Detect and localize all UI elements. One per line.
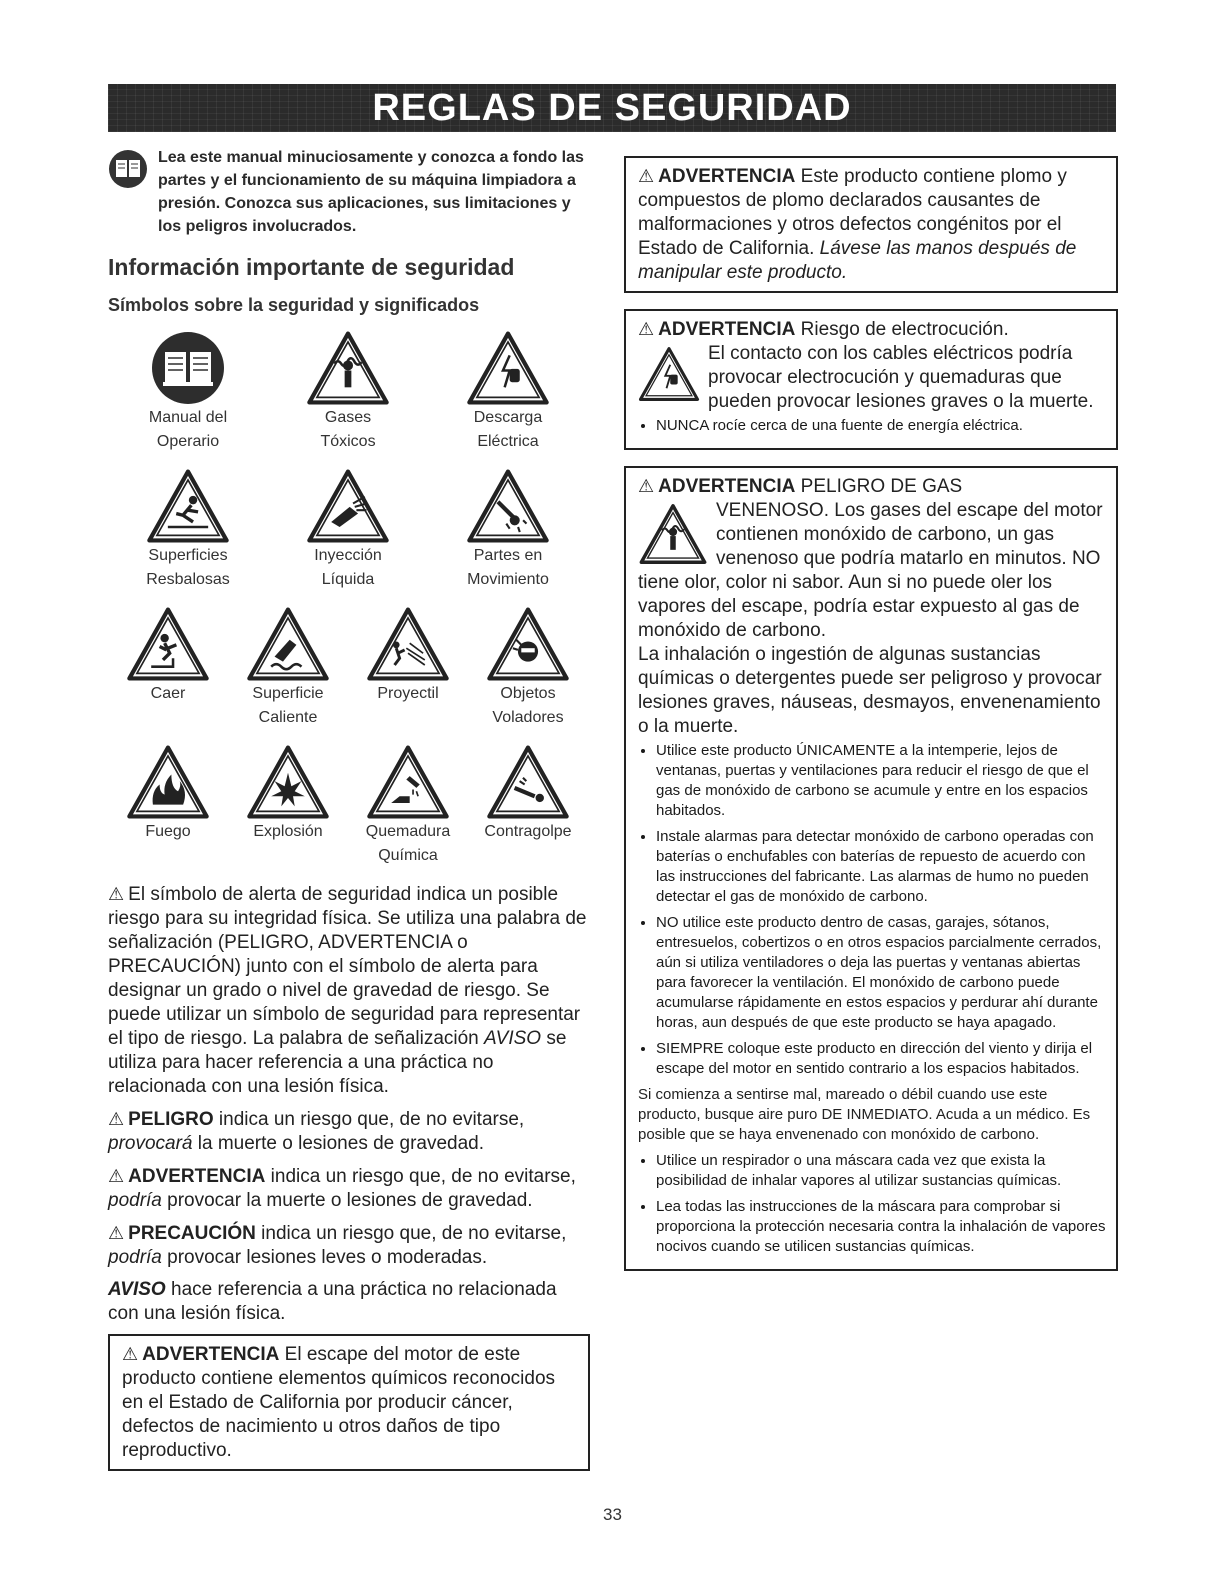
moving-parts-icon	[466, 468, 550, 544]
alert-symbol-paragraph: ⚠ El símbolo de alerta de seguridad indica un posible riesgo para su integridad física. Se utiliza una palabra de señalización (PELIGRO, ADVERTENCIA o PRECAUCIÓN) junto con el símbolo de alerta para designar un grado o nivel de gravedad de riesgo. Se puede utilizar un símbolo de seguridad para representar el tipo de riesgo. La palabra de señalización AVISO se utiliza para hacer referencia a una práctica no relacionada con una lesión física.	[108, 884, 587, 1097]
gas-text-1: VENENOSO. Los gases del escape del motor contienen monóxido de carbono, un gas venenoso que podría matarlo en minutos. NO tiene olor, color ni sabor. Aun si no puede oler los vapores del escape, podría estar expuesto al gas de monóxido de carbono.	[638, 500, 1103, 641]
symbol-projectile	[348, 606, 468, 730]
symbols-row-3	[108, 606, 590, 730]
intro-block	[108, 146, 590, 238]
alert-triangle-icon: ⚠	[122, 1344, 139, 1364]
symbol-flying-objects	[468, 606, 588, 730]
list-item: • SIEMPRE coloque este producto en dirección del viento y dirija el escape del motor en sentido contrario a los espacios habitados.	[656, 1039, 1106, 1079]
book-icon	[150, 330, 226, 406]
gas-bullets-1	[638, 741, 1106, 1079]
symbol-label: Quemadura Química	[365, 823, 451, 864]
symbol-label: Objetos Voladores	[492, 685, 564, 726]
list-item: • Utilice un respirador o una máscara cada vez que exista la posibilidad de inhalar vapores al utilizar sustancias químicas.	[656, 1151, 1106, 1191]
symbol-label: Proyectil	[377, 685, 439, 702]
toxic-gas-icon	[306, 330, 390, 406]
symbol-label: Inyección Líquida	[314, 547, 382, 588]
symbols-row-4	[108, 744, 590, 868]
symbol-operator-manual	[108, 330, 268, 454]
symbol-label: Contragolpe	[484, 823, 572, 840]
list-item: • Utilice este producto ÚNICAMENTE a la intemperie, lejos de ventanas, puertas y ventilaciones para reducir el riesgo de que el gas de monóxido de carbono se acumule y entre en los espacios habitados.	[656, 741, 1106, 821]
chemical-burn-icon	[366, 744, 450, 820]
alert-triangle-icon: ⚠	[638, 319, 655, 339]
symbol-slippery-surface	[108, 468, 268, 592]
alert-triangle-icon: ⚠	[638, 476, 655, 496]
symbol-hot-surface	[228, 606, 348, 730]
section-title: Información importante de seguridad	[108, 254, 515, 280]
symbol-label: Gases Tóxicos	[320, 409, 376, 450]
left-column	[108, 146, 590, 1487]
symbols-row-2	[108, 468, 590, 592]
list-item: • Lea todas las instrucciones de la máscara para comprobar si proporciona la protección necesaria contra la inhalación de vapores nocivos cuando se utilicen sustancias químicas.	[656, 1197, 1106, 1257]
symbol-fire	[108, 744, 228, 868]
symbol-fall	[108, 606, 228, 730]
peligro-definition: ⚠ PELIGRO indica un riesgo que, de no evitarse, provocará la muerte o lesiones de gravedad.	[108, 1109, 525, 1154]
toxic-gas-icon	[638, 503, 708, 565]
kickback-icon	[486, 744, 570, 820]
fire-icon	[126, 744, 210, 820]
advertencia-definition: ⚠ ADVERTENCIA indica un riesgo que, de no evitarse, podría provocar la muerte o lesiones de gravedad.	[108, 1166, 576, 1211]
page-banner: REGLAS DE SEGURIDAD	[108, 84, 1116, 132]
gas-text-2: La inhalación o ingestión de algunas sustancias químicas o detergentes puede ser peligroso y provocar lesiones graves, náuseas, desmayos, envenenamiento o la muerte.	[638, 644, 1102, 737]
list-item: • Instale alarmas para detectar monóxido de carbono operadas con baterías o enchufables con baterías de repuesto de acuerdo con las instrucciones del fabricante. Las alarmas de humo no pueden detectar el gas de monóxido de carbono.	[656, 827, 1106, 907]
hot-surface-icon	[246, 606, 330, 682]
aviso-definition: AVISO hace referencia a una práctica no relacionada con una lesión física.	[108, 1279, 557, 1324]
symbol-label: Fuego	[145, 823, 191, 840]
warning-box-electrocution: ⚠ ADVERTENCIA Riesgo de electrocución. El contacto con los cables eléctricos podría provocar electrocución y quemaduras que pueden provocar lesiones graves o la muerte. • NUNCA rocíe cerca de una fuente de energía eléctrica.	[624, 309, 1118, 450]
alert-triangle-icon: ⚠	[108, 1166, 125, 1186]
symbols-row-1	[108, 330, 590, 454]
symbol-toxic-gas	[268, 330, 428, 454]
explosion-icon	[246, 744, 330, 820]
electric-shock-icon	[638, 346, 700, 402]
page-number: 33	[603, 1505, 622, 1524]
symbol-label: Partes en Movimiento	[467, 547, 549, 588]
symbol-explosion	[228, 744, 348, 868]
alert-triangle-icon: ⚠	[108, 1223, 125, 1243]
electrocution-text: El contacto con los cables eléctricos podría provocar electrocución y quemaduras que pueden provocar lesiones graves o la muerte.	[708, 343, 1094, 412]
subsection-title: Símbolos sobre la seguridad y significados	[108, 295, 480, 315]
manual-book-icon	[108, 149, 148, 189]
gas-bullets-2	[638, 1151, 1106, 1257]
flying-objects-icon	[486, 606, 570, 682]
symbol-label: Manual del Operario	[148, 409, 228, 450]
precaucion-definition: ⚠ PRECAUCIÓN indica un riesgo que, de no evitarse, podría provocar lesiones leves o moderadas.	[108, 1223, 567, 1268]
list-item: • NO utilice este producto dentro de casas, garajes, sótanos, entresuelos, cobertizos o en otros espacios parcialmente cerrados, aún si utiliza ventiladores o deja las puertas y ventanas abiertas para favorecer la ventilación. El monóxido de carbono puede acumularse rápidamente en estos espacios y perdurar ahí durante horas, aun después de que este producto se haya apagado.	[656, 913, 1106, 1033]
alert-triangle-icon: ⚠	[638, 166, 655, 186]
alert-triangle-icon: ⚠	[108, 1109, 125, 1129]
symbol-electric-shock	[428, 330, 588, 454]
fall-icon	[126, 606, 210, 682]
symbol-label: Caer	[150, 685, 186, 702]
symbol-label: Explosión	[253, 823, 323, 840]
warning-box-lead: ⚠ ADVERTENCIA Este producto contiene plomo y compuestos de plomo declarados causantes de malformaciones y otros defectos congénitos por el Estado de California. Lávese las manos después de manipular este producto.	[624, 156, 1118, 293]
alert-triangle-icon: ⚠	[108, 884, 125, 904]
warning-box-gas: ⚠ ADVERTENCIA PELIGRO DE GAS VENENOSO. Los gases del escape del motor contienen monóxido de carbono, un gas venenoso que podría matarlo en minutos. NO tiene olor, color ni sabor. Aun si no puede oler los vapores del escape, podría estar expuesto al gas de monóxido de carbono. La inhalación o ingestión de algunas sustancias químicas o detergentes puede ser peligroso y provocar lesiones graves, náuseas, desmayos, envenenamiento o la muerte. • Utilice este producto ÚNICAMENTE a la intemperie, lejos de ventanas, puertas y ventilaciones para reducir el riesgo de que el gas de monóxido de carbono se acumule y entre en los espacios habitados. • Instale alarmas para detectar monóxido de carbono operadas con baterías o enchufables con baterías de repuesto de acuerdo con las instrucciones del fabricante. Las alarmas de humo no pueden detectar el gas de monóxido de carbono. • NO utilice este producto dentro de casas, garajes, sótanos, entresuelos, cobertizos o en otros espacios parcialmente cerrados, aún si utiliza ventiladores o deja las puertas y ventanas abiertas para favorecer la ventilación. El monóxido de carbono puede acumularse rápidamente en estos espacios y perdurar ahí durante horas, aun después de que este producto se haya apagado. • SIEMPRE coloque este producto en dirección del viento y dirija el escape del motor en sentido contrario a los espacios habitados. Si comienza a sentirse mal, mareado o débil cuando use este producto, busque aire puro DE INMEDIATO. Acuda a un médico. Es posible que se haya envenenado con monóxido de carbono. • Utilice un respirador o una máscara cada vez que exista la posibilidad de inhalar vapores al utilizar sustancias químicas. • Lea todas las instrucciones de la máscara para comprobar si proporciona la protección necesaria contra la inhalación de vapores nocivos cuando se utilicen sustancias químicas.	[624, 466, 1118, 1271]
projectile-icon	[366, 606, 450, 682]
electrocution-bullets	[638, 416, 1106, 436]
symbol-kickback	[468, 744, 588, 868]
slippery-surface-icon	[146, 468, 230, 544]
list-item: • NUNCA rocíe cerca de una fuente de energía eléctrica.	[656, 416, 1106, 436]
warning-box-california-exhaust: ⚠ ADVERTENCIA El escape del motor de este producto contiene elementos químicos reconocidos en el Estado de California por producir cáncer, defectos de nacimiento u otros daños de tipo reproductivo.	[108, 1334, 590, 1471]
right-column	[624, 156, 1118, 1287]
symbol-fluid-injection	[268, 468, 428, 592]
intro-text: Lea este manual minuciosamente y conozca a fondo las partes y el funcionamiento de su máquina limpiadora a presión. Conozca sus aplicaciones, sus limitaciones y los peligros involucrados.	[158, 149, 584, 235]
fluid-injection-icon	[306, 468, 390, 544]
symbol-chemical-burn	[348, 744, 468, 868]
electric-shock-icon	[466, 330, 550, 406]
definitions	[108, 882, 590, 1326]
gas-text-3: Si comienza a sentirse mal, mareado o débil cuando use este producto, busque aire puro DE INMEDIATO. Acuda a un médico. Es posible que se haya envenenado con monóxido de carbono.	[638, 1086, 1091, 1143]
symbol-label: Superficie Caliente	[252, 685, 324, 726]
symbol-label: Descarga Eléctrica	[473, 409, 543, 450]
symbol-label: Superficies Resbalosas	[146, 547, 230, 588]
symbol-moving-parts	[428, 468, 588, 592]
